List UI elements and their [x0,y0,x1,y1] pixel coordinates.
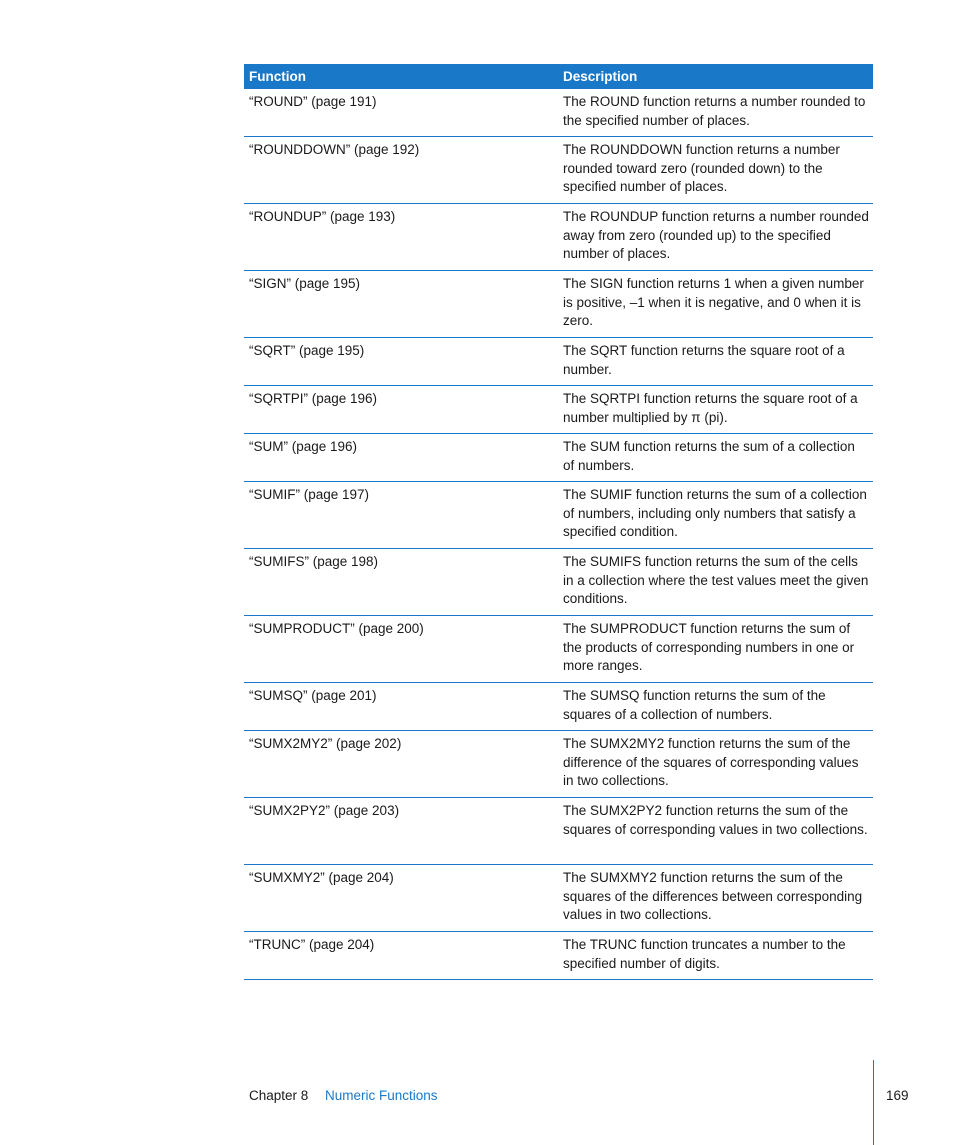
column-header-function: Function [249,69,306,84]
function-description: The SUMPRODUCT function returns the sum of the products of corresponding numbers in one or more ranges. [563,621,855,674]
function-link[interactable]: “TRUNC” (page 204) [249,937,375,952]
function-description: The SUMIF function returns the sum of a collection of numbers, including only numbers that satisfy a specified condition. [563,487,867,540]
functions-table [244,64,873,980]
function-link[interactable]: “SUMPRODUCT” (page 200) [249,621,424,636]
function-link[interactable]: “ROUND” (page 191) [249,94,377,109]
table-row [244,932,873,980]
function-description: The ROUND function returns a number rounded to the specified number of places. [563,94,866,128]
function-description: The ROUNDUP function returns a number rounded away from zero (rounded up) to the specified number of places. [563,209,869,262]
function-link[interactable]: “ROUNDUP” (page 193) [249,209,396,224]
function-description: The TRUNC function truncates a number to the specified number of digits. [563,937,846,971]
table-row [244,683,873,731]
footer-section-link[interactable]: Numeric Functions [325,1088,438,1103]
table-row [244,482,873,549]
function-description: The SQRTPI function returns the square root of a number multiplied by π (pi). [563,391,858,425]
function-description: The SQRT function returns the square root of a number. [563,343,845,377]
column-header-description: Description [563,69,638,84]
table-row [244,616,873,683]
function-description: The ROUNDDOWN function returns a number rounded toward zero (rounded down) to the specified number of places. [563,142,840,195]
function-link[interactable]: “SIGN” (page 195) [249,276,361,291]
function-description: The SUMX2MY2 function returns the sum of the difference of the squares of corresponding values in two collections. [563,736,859,789]
table-row [244,798,873,865]
table-row [244,271,873,338]
footer-divider [873,1060,874,1145]
table-row [244,386,873,434]
function-description: The SUMXMY2 function returns the sum of the squares of the differences between corresponding values in two collections. [563,870,863,923]
table-row [244,137,873,204]
function-link[interactable]: “SUMXMY2” (page 204) [249,870,394,885]
table-row [244,434,873,482]
table-row [244,731,873,798]
function-link[interactable]: “SUMX2PY2” (page 203) [249,803,400,818]
function-link[interactable]: “SUMIF” (page 197) [249,487,370,502]
table-row [244,338,873,386]
function-link[interactable]: “SUMX2MY2” (page 202) [249,736,402,751]
function-description: The SUM function returns the sum of a collection of numbers. [563,439,855,473]
function-description: The SIGN function returns 1 when a given number is positive, –1 when it is negative, and 0 when it is zero. [563,276,864,329]
function-description: The SUMSQ function returns the sum of the squares of a collection of numbers. [563,688,826,722]
footer-chapter: Chapter 8 [249,1088,309,1103]
table-header [244,64,873,89]
page-number: 169 [886,1088,909,1103]
table-row [244,549,873,616]
function-link[interactable]: “SQRT” (page 195) [249,343,365,358]
function-link[interactable]: “SUMSQ” (page 201) [249,688,377,703]
function-link[interactable]: “SUMIFS” (page 198) [249,554,379,569]
table-row [244,865,873,932]
function-link[interactable]: “SQRTPI” (page 196) [249,391,378,406]
function-description: The SUMX2PY2 function returns the sum of the squares of corresponding values in two collections. [563,803,868,837]
function-link[interactable]: “SUM” (page 196) [249,439,358,454]
table-row [244,89,873,137]
table-row [244,204,873,271]
function-link[interactable]: “ROUNDDOWN” (page 192) [249,142,420,157]
function-description: The SUMIFS function returns the sum of the cells in a collection where the test values meet the given conditions. [563,554,869,607]
